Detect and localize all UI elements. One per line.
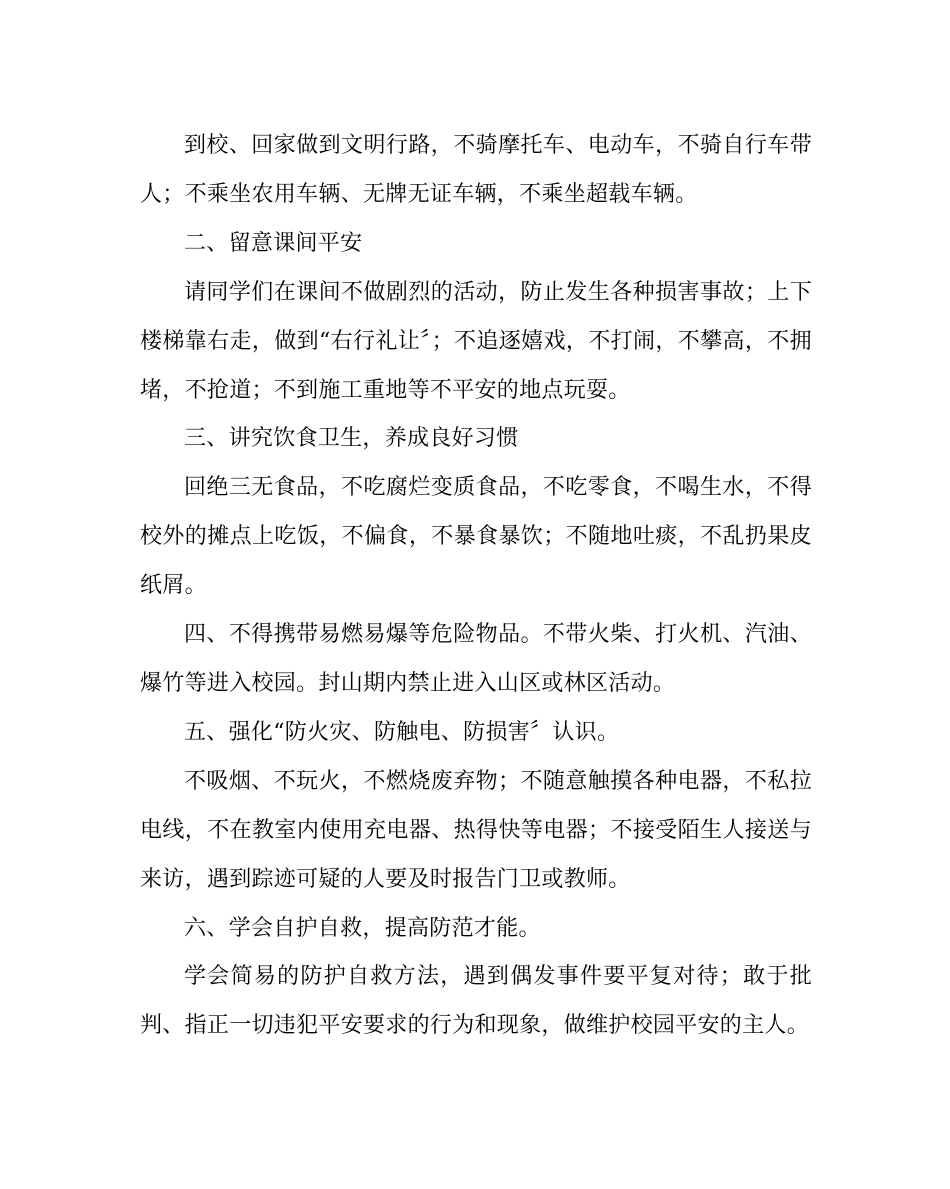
heading-fire-electric-safety: 五、强化“防火灾、防触电、防损害〞认识。 <box>184 719 620 745</box>
heading-self-protection: 六、学会自护自救，提高防范才能。 <box>184 915 541 941</box>
paragraph-dangerous-items: 四、不得携带易燃易爆等危险物品。不带火柴、打火机、汽油、爆竹等进入校园。封山期内禁止进入山区或林区活动。 <box>140 622 812 696</box>
paragraph-self-protection: 学会简易的防护自救方法，遇到偶发事件要平复对待；敢于批判、指正一切违犯平安要求的行为和现象，做维护校园平安的主人。 <box>140 964 812 1039</box>
heading-food-hygiene: 三、讲究饮食卫生，养成良好习惯 <box>184 426 519 452</box>
paragraph-fire-electric-safety: 不吸烟、不玩火，不燃烧废弃物；不随意触摸各种电器，不私拉电线，不在教室内使用充电器、热得快等电器；不接受陌生人接送与来访，遇到踪迹可疑的人要及时报告门卫或教师。 <box>140 768 812 892</box>
heading-break-safety: 二、留意课间平安 <box>184 230 363 256</box>
paragraph-food-hygiene: 回绝三无食品，不吃腐烂变质食品，不吃零食，不喝生水，不得校外的摊点上吃饭，不偏食，不暴食暴饮；不随地吐痰，不乱扔果皮纸屑。 <box>140 475 812 599</box>
paragraph-travel-safety: 到校、回家做到文明行路，不骑摩托车、电动车，不骑自行车带人；不乘坐农用车辆、无牌无证车辆，不乘坐超载车辆。 <box>140 133 812 207</box>
document-body <box>140 122 812 1051</box>
paragraph-break-safety: 请同学们在课间不做剧烈的活动，防止发生各种损害事故；上下楼梯靠右走，做到“右行礼让〞；不追逐嬉戏，不打闹，不攀高，不拥堵，不抢道；不到施工重地等不平安的地点玩耍。 <box>140 279 812 403</box>
